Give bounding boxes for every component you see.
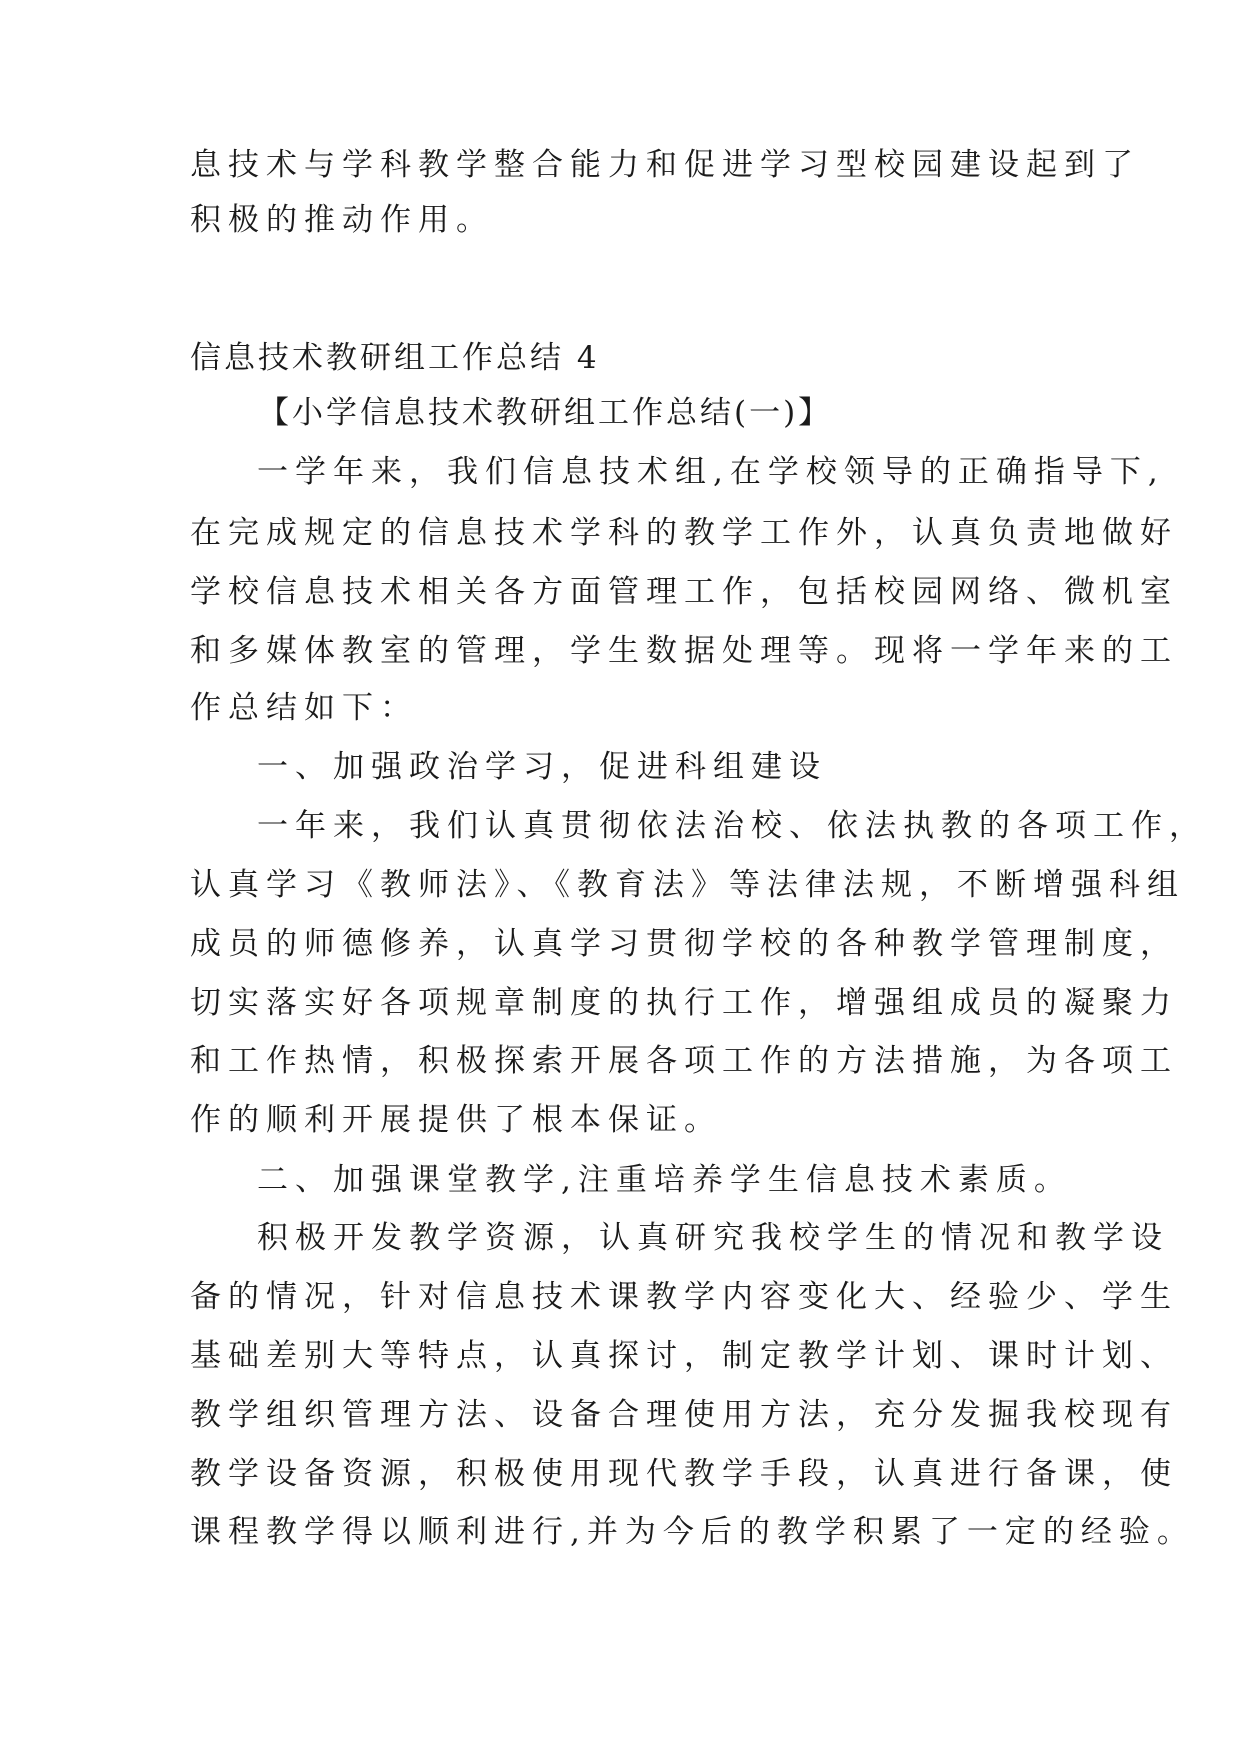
- text-line: 认真学习《教师法》、《教育法》等法律法规，不断增强科组: [190, 867, 1185, 903]
- text-line: 和多媒体教室的管理，学生数据处理等。现将一学年来的工: [190, 633, 1178, 669]
- text-line: 切实落实好各项规章制度的执行工作，增强组成员的凝聚力: [190, 985, 1178, 1021]
- text-line: 作的顺利开展提供了根本保证。: [190, 1102, 722, 1138]
- heading-politics: 一、加强政治学习，促进科组建设: [257, 749, 827, 785]
- text-line: 教学设备资源，积极使用现代教学手段，认真进行备课，使: [190, 1456, 1178, 1492]
- text-line: 基础差别大等特点，认真探讨，制定教学计划、课时计划、: [190, 1338, 1178, 1374]
- section-title: 信息技术教研组工作总结 4: [190, 340, 600, 376]
- text-line: 在完成规定的信息技术学科的教学工作外，认真负责地做好: [190, 515, 1178, 551]
- text-line: 和工作热情，积极探索开展各项工作的方法措施，为各项工: [190, 1043, 1178, 1079]
- text-line: 一学年来，我们信息技术组,在学校领导的正确指导下,: [257, 454, 1165, 490]
- heading-classroom: 二、加强课堂教学,注重培养学生信息技术素质。: [257, 1162, 1072, 1198]
- text-line: 成员的师德修养，认真学习贯彻学校的各种教学管理制度，: [190, 926, 1178, 962]
- text-line: 息技术与学科教学整合能力和促进学习型校园建设起到了: [190, 147, 1140, 183]
- text-line: 学校信息技术相关各方面管理工作，包括校园网络、微机室: [190, 574, 1178, 610]
- text-line: 课程教学得以顺利进行,并为今后的教学积累了一定的经验。: [190, 1514, 1195, 1550]
- text-line: 教学组织管理方法、设备合理使用方法，充分发掘我校现有: [190, 1397, 1178, 1433]
- text-line: 积极开发教学资源，认真研究我校学生的情况和教学设: [257, 1220, 1169, 1256]
- text-line: 备的情况，针对信息技术课教学内容变化大、经验少、学生: [190, 1279, 1178, 1315]
- text-line: 一年来，我们认真贯彻依法治校、依法执教的各项工作，: [257, 808, 1207, 844]
- text-line: 作总结如下：: [190, 690, 418, 726]
- text-line: 积极的推动作用。: [190, 202, 494, 238]
- section-subtitle: 【小学信息技术教研组工作总结(一)】: [258, 395, 833, 431]
